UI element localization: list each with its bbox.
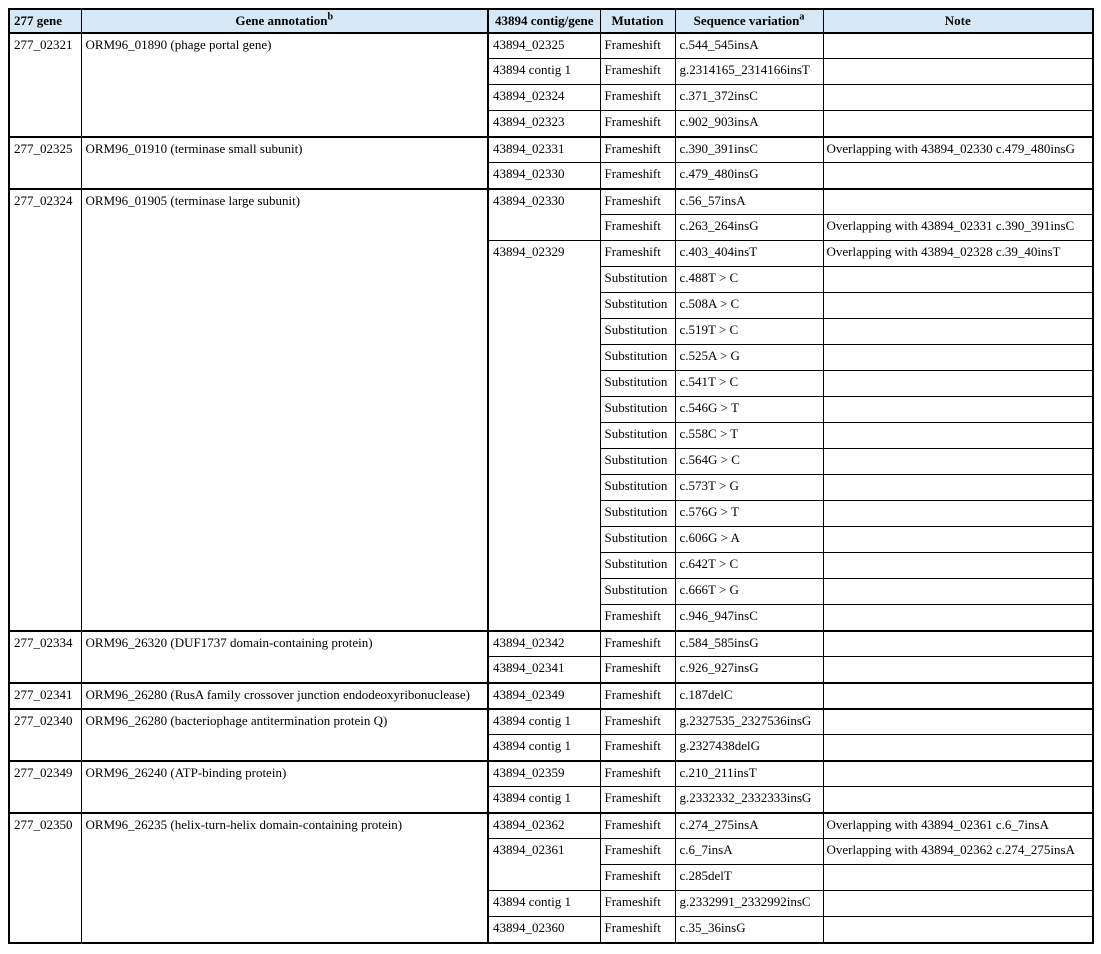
note-cell bbox=[823, 163, 1093, 189]
annotation-cell: ORM96_26280 (RusA family crossover junction endodeoxyribonuclease) bbox=[81, 683, 488, 709]
variation-cell: c.187delC bbox=[675, 683, 823, 709]
table-row bbox=[9, 761, 1093, 787]
variation-cell: g.2332332_2332333insG bbox=[675, 787, 823, 813]
note-cell bbox=[823, 189, 1093, 215]
mutation-cell: Substitution bbox=[600, 319, 675, 345]
annotation-cell: ORM96_26240 (ATP-binding protein) bbox=[81, 761, 488, 813]
note-cell bbox=[823, 475, 1093, 501]
variation-cell: c.508A > C bbox=[675, 293, 823, 319]
contig-cell: 43894_02330 bbox=[488, 163, 600, 189]
header-label: Note bbox=[944, 13, 971, 28]
contig-cell: 43894 contig 1 bbox=[488, 59, 600, 85]
header-label: Sequence variation bbox=[693, 13, 800, 28]
mutation-cell: Frameshift bbox=[600, 85, 675, 111]
variation-cell: c.576G > T bbox=[675, 501, 823, 527]
variation-cell: c.488T > C bbox=[675, 267, 823, 293]
table-row bbox=[9, 683, 1093, 709]
note-cell bbox=[823, 709, 1093, 735]
header-superscript: a bbox=[799, 11, 805, 23]
mutation-cell: Frameshift bbox=[600, 215, 675, 241]
mutation-cell: Frameshift bbox=[600, 111, 675, 137]
column-header-note bbox=[823, 9, 1093, 33]
gene-cell: 277_02350 bbox=[9, 813, 81, 943]
contig-cell: 43894 contig 1 bbox=[488, 735, 600, 761]
table-row bbox=[9, 631, 1093, 657]
contig-cell: 43894 contig 1 bbox=[488, 891, 600, 917]
variation-cell: c.56_57insA bbox=[675, 189, 823, 215]
variation-cell: c.285delT bbox=[675, 865, 823, 891]
mutation-cell: Frameshift bbox=[600, 163, 675, 189]
note-cell: Overlapping with 43894_02328 c.39_40insT bbox=[823, 241, 1093, 267]
mutation-cell: Substitution bbox=[600, 423, 675, 449]
note-cell bbox=[823, 631, 1093, 657]
mutation-cell: Frameshift bbox=[600, 709, 675, 735]
gene-cell: 277_02321 bbox=[9, 33, 81, 137]
note-cell bbox=[823, 787, 1093, 813]
mutation-cell: Substitution bbox=[600, 345, 675, 371]
variation-cell: c.926_927insG bbox=[675, 657, 823, 683]
note-cell bbox=[823, 657, 1093, 683]
header-label: 43894 contig/gene bbox=[494, 13, 594, 28]
table-header-row bbox=[9, 9, 1093, 33]
note-cell bbox=[823, 267, 1093, 293]
column-header-gene-annotation bbox=[81, 9, 488, 33]
variation-cell: c.35_36insG bbox=[675, 917, 823, 943]
contig-cell: 43894_02323 bbox=[488, 111, 600, 137]
column-header-277-gene bbox=[9, 9, 81, 33]
mutation-cell: Substitution bbox=[600, 553, 675, 579]
gene-cell: 277_02349 bbox=[9, 761, 81, 813]
variation-cell: c.606G > A bbox=[675, 527, 823, 553]
mutation-cell: Substitution bbox=[600, 527, 675, 553]
note-cell bbox=[823, 397, 1093, 423]
table-row bbox=[9, 33, 1093, 59]
table-body bbox=[9, 33, 1093, 943]
contig-cell: 43894_02329 bbox=[488, 241, 600, 631]
variation-cell: c.546G > T bbox=[675, 397, 823, 423]
header-superscript: b bbox=[327, 11, 334, 23]
note-cell bbox=[823, 917, 1093, 943]
variation-cell: g.2332991_2332992insC bbox=[675, 891, 823, 917]
note-cell bbox=[823, 553, 1093, 579]
annotation-cell: ORM96_01890 (phage portal gene) bbox=[81, 33, 488, 137]
mutation-cell: Frameshift bbox=[600, 241, 675, 267]
header-label: Mutation bbox=[611, 13, 664, 28]
variation-cell: c.642T > C bbox=[675, 553, 823, 579]
variation-cell: c.371_372insC bbox=[675, 85, 823, 111]
annotation-cell: ORM96_26280 (bacteriophage antitermination protein Q) bbox=[81, 709, 488, 761]
annotation-cell: ORM96_26235 (helix-turn-helix domain-containing protein) bbox=[81, 813, 488, 943]
gene-cell: 277_02340 bbox=[9, 709, 81, 761]
note-cell bbox=[823, 891, 1093, 917]
note-cell bbox=[823, 111, 1093, 137]
gene-cell: 277_02341 bbox=[9, 683, 81, 709]
column-header-contig-gene bbox=[488, 9, 600, 33]
contig-cell: 43894_02361 bbox=[488, 839, 600, 891]
note-cell bbox=[823, 735, 1093, 761]
contig-cell: 43894_02341 bbox=[488, 657, 600, 683]
mutation-cell: Frameshift bbox=[600, 891, 675, 917]
mutation-cell: Substitution bbox=[600, 579, 675, 605]
contig-cell: 43894_02325 bbox=[488, 33, 600, 59]
variation-cell: c.390_391insC bbox=[675, 137, 823, 163]
variation-cell: c.558C > T bbox=[675, 423, 823, 449]
contig-cell: 43894_02330 bbox=[488, 189, 600, 241]
note-cell bbox=[823, 293, 1093, 319]
mutation-cell: Substitution bbox=[600, 267, 675, 293]
mutation-cell: Substitution bbox=[600, 449, 675, 475]
table-row bbox=[9, 189, 1093, 215]
note-cell bbox=[823, 319, 1093, 345]
note-cell bbox=[823, 605, 1093, 631]
note-cell bbox=[823, 449, 1093, 475]
mutation-cell: Frameshift bbox=[600, 605, 675, 631]
variation-cell: c.544_545insA bbox=[675, 33, 823, 59]
variation-cell: c.519T > C bbox=[675, 319, 823, 345]
annotation-cell: ORM96_26320 (DUF1737 domain-containing protein) bbox=[81, 631, 488, 683]
variation-cell: c.6_7insA bbox=[675, 839, 823, 865]
header-label: 277 gene bbox=[14, 13, 63, 28]
variation-cell: c.263_264insG bbox=[675, 215, 823, 241]
column-header-mutation bbox=[600, 9, 675, 33]
variation-cell: g.2327535_2327536insG bbox=[675, 709, 823, 735]
mutation-cell: Substitution bbox=[600, 475, 675, 501]
mutation-table bbox=[8, 8, 1094, 944]
variation-cell: c.564G > C bbox=[675, 449, 823, 475]
mutation-cell: Frameshift bbox=[600, 683, 675, 709]
contig-cell: 43894_02324 bbox=[488, 85, 600, 111]
note-cell: Overlapping with 43894_02331 c.390_391insC bbox=[823, 215, 1093, 241]
note-cell bbox=[823, 33, 1093, 59]
note-cell bbox=[823, 345, 1093, 371]
variation-cell: c.584_585insG bbox=[675, 631, 823, 657]
note-cell bbox=[823, 501, 1093, 527]
mutation-cell: Substitution bbox=[600, 501, 675, 527]
mutation-cell: Frameshift bbox=[600, 813, 675, 839]
note-cell bbox=[823, 527, 1093, 553]
mutation-cell: Substitution bbox=[600, 371, 675, 397]
variation-cell: c.479_480insG bbox=[675, 163, 823, 189]
variation-cell: g.2314165_2314166insT bbox=[675, 59, 823, 85]
mutation-cell: Frameshift bbox=[600, 137, 675, 163]
contig-cell: 43894_02349 bbox=[488, 683, 600, 709]
note-cell bbox=[823, 865, 1093, 891]
note-cell bbox=[823, 371, 1093, 397]
note-cell bbox=[823, 761, 1093, 787]
mutation-cell: Frameshift bbox=[600, 917, 675, 943]
variation-cell: g.2327438delG bbox=[675, 735, 823, 761]
table-row bbox=[9, 137, 1093, 163]
variation-cell: c.902_903insA bbox=[675, 111, 823, 137]
note-cell bbox=[823, 683, 1093, 709]
mutation-cell: Frameshift bbox=[600, 59, 675, 85]
variation-cell: c.525A > G bbox=[675, 345, 823, 371]
note-cell bbox=[823, 85, 1093, 111]
mutation-cell: Frameshift bbox=[600, 33, 675, 59]
contig-cell: 43894_02331 bbox=[488, 137, 600, 163]
mutation-cell: Substitution bbox=[600, 293, 675, 319]
mutation-cell: Frameshift bbox=[600, 865, 675, 891]
note-cell: Overlapping with 43894_02361 c.6_7insA bbox=[823, 813, 1093, 839]
mutation-cell: Frameshift bbox=[600, 735, 675, 761]
contig-cell: 43894_02359 bbox=[488, 761, 600, 787]
note-cell: Overlapping with 43894_02362 c.274_275insA bbox=[823, 839, 1093, 865]
mutation-cell: Substitution bbox=[600, 397, 675, 423]
mutation-cell: Frameshift bbox=[600, 631, 675, 657]
annotation-cell: ORM96_01910 (terminase small subunit) bbox=[81, 137, 488, 189]
mutation-cell: Frameshift bbox=[600, 839, 675, 865]
contig-cell: 43894_02360 bbox=[488, 917, 600, 943]
variation-cell: c.274_275insA bbox=[675, 813, 823, 839]
gene-cell: 277_02324 bbox=[9, 189, 81, 631]
variation-cell: c.210_211insT bbox=[675, 761, 823, 787]
table-row bbox=[9, 813, 1093, 839]
contig-cell: 43894_02362 bbox=[488, 813, 600, 839]
table-row bbox=[9, 709, 1093, 735]
gene-cell: 277_02325 bbox=[9, 137, 81, 189]
mutation-cell: Frameshift bbox=[600, 189, 675, 215]
variation-cell: c.666T > G bbox=[675, 579, 823, 605]
variation-cell: c.573T > G bbox=[675, 475, 823, 501]
column-header-sequence-variation bbox=[675, 9, 823, 33]
note-cell: Overlapping with 43894_02330 c.479_480insG bbox=[823, 137, 1093, 163]
note-cell bbox=[823, 579, 1093, 605]
note-cell bbox=[823, 59, 1093, 85]
mutation-cell: Frameshift bbox=[600, 657, 675, 683]
gene-cell: 277_02334 bbox=[9, 631, 81, 683]
mutation-cell: Frameshift bbox=[600, 761, 675, 787]
contig-cell: 43894 contig 1 bbox=[488, 709, 600, 735]
annotation-cell: ORM96_01905 (terminase large subunit) bbox=[81, 189, 488, 631]
contig-cell: 43894_02342 bbox=[488, 631, 600, 657]
variation-cell: c.541T > C bbox=[675, 371, 823, 397]
variation-cell: c.403_404insT bbox=[675, 241, 823, 267]
note-cell bbox=[823, 423, 1093, 449]
mutation-cell: Frameshift bbox=[600, 787, 675, 813]
variation-cell: c.946_947insC bbox=[675, 605, 823, 631]
contig-cell: 43894 contig 1 bbox=[488, 787, 600, 813]
header-label: Gene annotation bbox=[235, 13, 328, 28]
